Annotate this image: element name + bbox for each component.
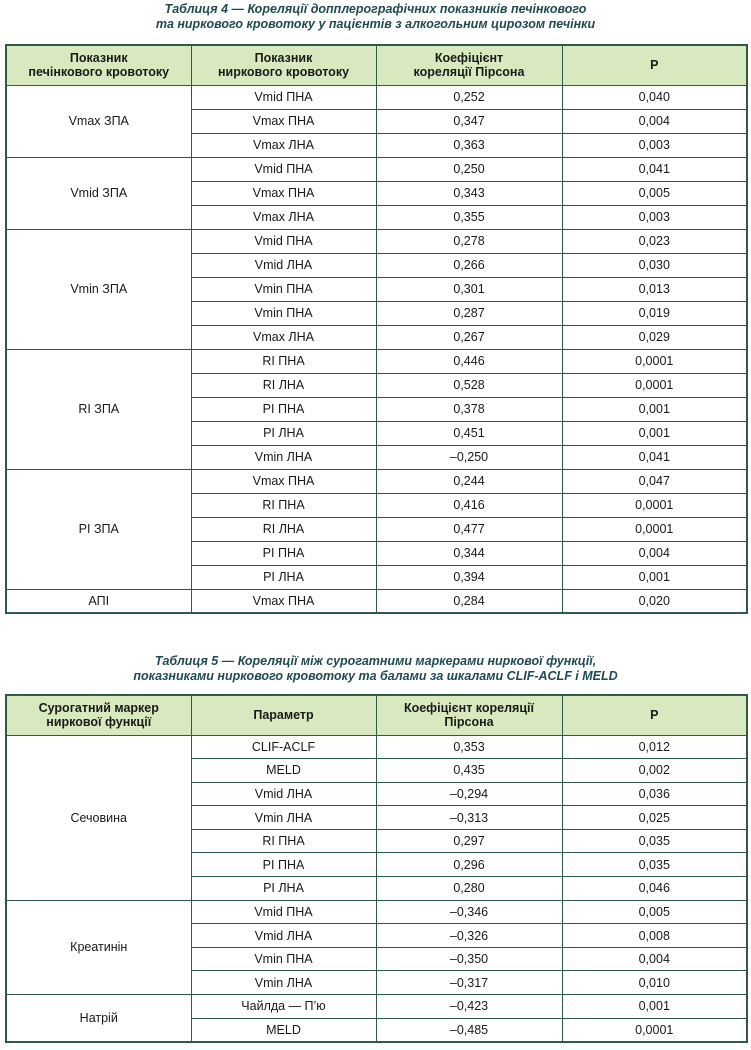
pearson-cell: 0,477 [376,517,562,541]
parameter-cell: Vmid ПНА [191,85,376,109]
p-value-cell: 0,004 [562,541,747,565]
group-label: АПІ [6,589,191,613]
p-value-cell: 0,019 [562,301,747,325]
group-label: Vmin ЗПА [6,229,191,349]
table-row [6,157,747,181]
pearson-cell: 0,416 [376,493,562,517]
parameter-cell: Vmid ЛНА [191,782,376,806]
table5-caption-line1: Таблиця 5 — Кореляції між сурогатними маркерами ниркової функції, [154,654,597,668]
pearson-cell: 0,353 [376,735,562,759]
table4-header-renal-index: Показник ниркового кровотоку [191,45,376,85]
p-value-cell: 0,030 [562,253,747,277]
pearson-cell: 0,252 [376,85,562,109]
parameter-cell: Vmin ЛНА [191,806,376,830]
p-value-cell: 0,046 [562,877,747,901]
pearson-cell: –0,250 [376,445,562,469]
pearson-cell: 0,528 [376,373,562,397]
parameter-cell: RI ПНА [191,493,376,517]
table5-caption [0,654,751,684]
pearson-cell: 0,266 [376,253,562,277]
p-value-cell: 0,0001 [562,373,747,397]
table5 [5,694,748,1043]
p-value-cell: 0,013 [562,277,747,301]
table4-header-row [6,45,747,85]
table-row [6,85,747,109]
pearson-cell: –0,317 [376,971,562,995]
pearson-cell: 0,278 [376,229,562,253]
p-value-cell: 0,010 [562,971,747,995]
pearson-cell: 0,435 [376,759,562,783]
table5-header-p: P [562,695,747,735]
parameter-cell: Чайлда — П’ю [191,995,376,1019]
pearson-cell: –0,346 [376,900,562,924]
parameter-cell: Vmin ПНА [191,947,376,971]
parameter-cell: Vmid ЛНА [191,924,376,948]
parameter-cell: Vmax ЛНА [191,205,376,229]
pearson-cell: 0,244 [376,469,562,493]
parameter-cell: Vmin ЛНА [191,971,376,995]
parameter-cell: RI ПНА [191,829,376,853]
p-value-cell: 0,035 [562,853,747,877]
pearson-cell: 0,284 [376,589,562,613]
table4-caption-line1: Таблиця 4 — Кореляції допплерографічних показників печінкового [164,2,587,16]
parameter-cell: RI ЛНА [191,373,376,397]
parameter-cell: Vmid ПНА [191,900,376,924]
p-value-cell: 0,0001 [562,493,747,517]
p-value-cell: 0,003 [562,133,747,157]
table-row [6,995,747,1019]
p-value-cell: 0,004 [562,947,747,971]
pearson-cell: –0,326 [376,924,562,948]
p-value-cell: 0,0001 [562,349,747,373]
table-row [6,349,747,373]
pearson-cell: –0,294 [376,782,562,806]
table4-header-pearson: Коефіцієнт кореляції Пірсона [376,45,562,85]
pearson-cell: –0,350 [376,947,562,971]
group-label: Креатинін [6,900,191,994]
pearson-cell: 0,394 [376,565,562,589]
group-label: Натрій [6,995,191,1042]
p-value-cell: 0,041 [562,157,747,181]
parameter-cell: Vmax ПНА [191,109,376,133]
parameter-cell: MELD [191,1018,376,1042]
pearson-cell: 0,280 [376,877,562,901]
pearson-cell: 0,355 [376,205,562,229]
parameter-cell: PI ПНА [191,397,376,421]
parameter-cell: Vmid ПНА [191,229,376,253]
p-value-cell: 0,047 [562,469,747,493]
p-value-cell: 0,020 [562,589,747,613]
parameter-cell: Vmax ЛНА [191,325,376,349]
pearson-cell: 0,347 [376,109,562,133]
table5-header-pearson: Коефіцієнт кореляції Пірсона [376,695,562,735]
p-value-cell: 0,001 [562,397,747,421]
parameter-cell: PI ПНА [191,853,376,877]
p-value-cell: 0,005 [562,900,747,924]
pearson-cell: 0,344 [376,541,562,565]
parameter-cell: Vmin ПНА [191,277,376,301]
pearson-cell: 0,287 [376,301,562,325]
parameter-cell: Vmin ЛНА [191,445,376,469]
p-value-cell: 0,001 [562,995,747,1019]
table5-header-parameter: Параметр [191,695,376,735]
group-label: RI ЗПА [6,349,191,469]
parameter-cell: Vmax ПНА [191,589,376,613]
group-label: Сечовина [6,735,191,900]
p-value-cell: 0,003 [562,205,747,229]
pearson-cell: 0,296 [376,853,562,877]
p-value-cell: 0,001 [562,421,747,445]
table5-caption-line2: показниками ниркового кровотоку та балами за шкалами CLIF-ACLF і MELD [133,669,618,683]
parameter-cell: PI ЛНА [191,565,376,589]
parameter-cell: Vmax ПНА [191,469,376,493]
pearson-cell: 0,301 [376,277,562,301]
parameter-cell: Vmax ЛНА [191,133,376,157]
parameter-cell: RI ЛНА [191,517,376,541]
table5-header-marker: Сурогатний маркер ниркової функції [6,695,191,735]
pearson-cell: 0,343 [376,181,562,205]
pearson-cell: –0,313 [376,806,562,830]
parameter-cell: Vmax ПНА [191,181,376,205]
group-label: PI ЗПА [6,469,191,589]
pearson-cell: 0,446 [376,349,562,373]
p-value-cell: 0,023 [562,229,747,253]
pearson-cell: 0,451 [376,421,562,445]
p-value-cell: 0,036 [562,782,747,806]
parameter-cell: CLIF-ACLF [191,735,376,759]
pearson-cell: 0,297 [376,829,562,853]
parameter-cell: PI ПНА [191,541,376,565]
p-value-cell: 0,0001 [562,1018,747,1042]
p-value-cell: 0,041 [562,445,747,469]
parameter-cell: PI ЛНА [191,421,376,445]
table4 [5,44,748,614]
table4-header-liver-index: Показник печінкового кровотоку [6,45,191,85]
p-value-cell: 0,040 [562,85,747,109]
p-value-cell: 0,029 [562,325,747,349]
p-value-cell: 0,008 [562,924,747,948]
p-value-cell: 0,012 [562,735,747,759]
pearson-cell: 0,363 [376,133,562,157]
parameter-cell: Vmid ЛНА [191,253,376,277]
table-row [6,900,747,924]
pearson-cell: 0,378 [376,397,562,421]
p-value-cell: 0,002 [562,759,747,783]
p-value-cell: 0,004 [562,109,747,133]
p-value-cell: 0,005 [562,181,747,205]
table-row [6,589,747,613]
parameter-cell: PI ЛНА [191,877,376,901]
group-label: Vmid ЗПА [6,157,191,229]
parameter-cell: RI ПНА [191,349,376,373]
p-value-cell: 0,001 [562,565,747,589]
table4-caption-line2: та ниркового кровотоку у пацієнтів з алкогольним цирозом печінки [155,17,596,31]
p-value-cell: 0,035 [562,829,747,853]
table4-caption [0,2,751,32]
p-value-cell: 0,025 [562,806,747,830]
table-row [6,229,747,253]
pearson-cell: –0,485 [376,1018,562,1042]
table-row [6,735,747,759]
group-label: Vmax ЗПА [6,85,191,157]
parameter-cell: Vmid ПНА [191,157,376,181]
table-row [6,469,747,493]
parameter-cell: Vmin ПНА [191,301,376,325]
pearson-cell: 0,250 [376,157,562,181]
table4-header-p: P [562,45,747,85]
pearson-cell: 0,267 [376,325,562,349]
parameter-cell: MELD [191,759,376,783]
table5-header-row [6,695,747,735]
p-value-cell: 0,0001 [562,517,747,541]
pearson-cell: –0,423 [376,995,562,1019]
